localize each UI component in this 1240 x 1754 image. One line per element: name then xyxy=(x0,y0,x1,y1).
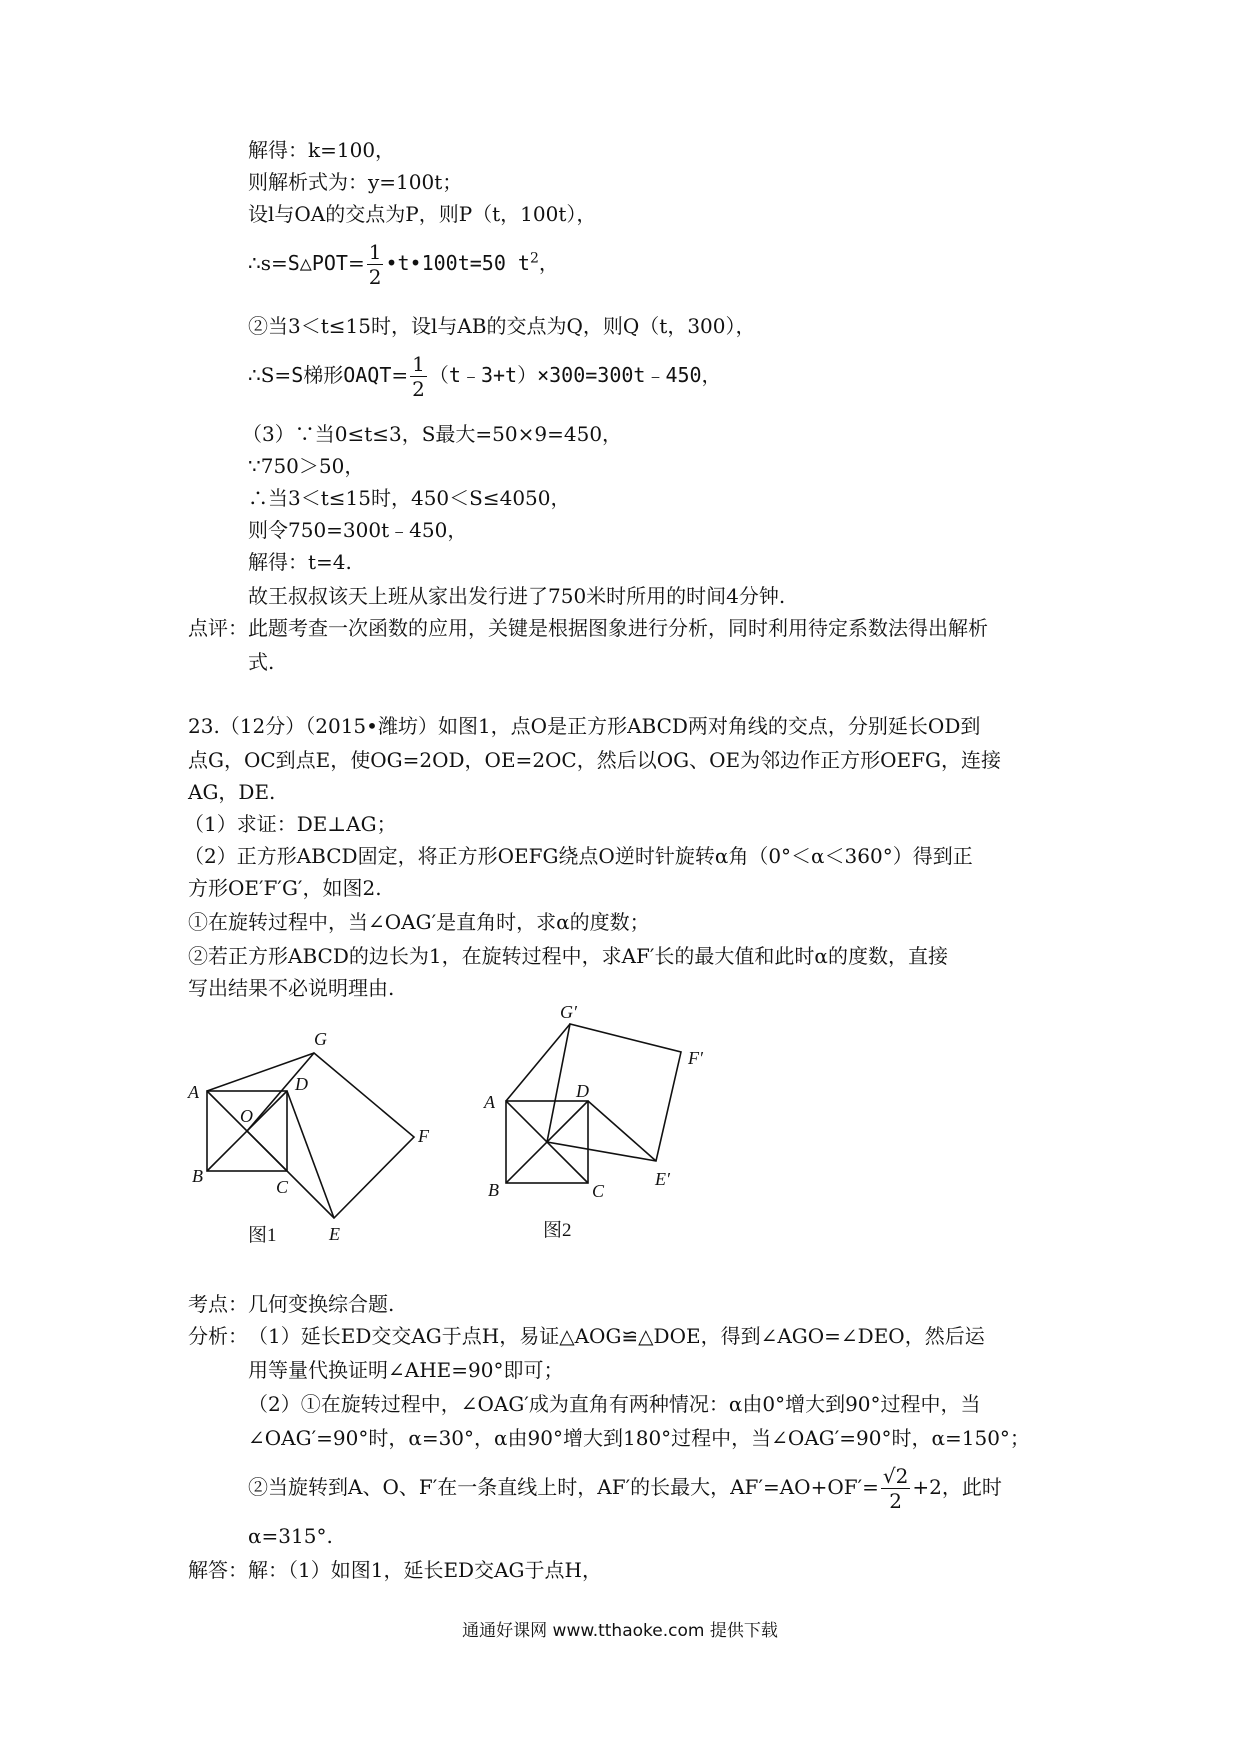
label-d-2: D xyxy=(576,1081,589,1101)
label-d: D xyxy=(295,1074,308,1094)
answer-text: 解：（1）如图1，延长ED交AG于点H， xyxy=(248,1558,602,1582)
area-formula-line: ∴s=S△POT= $\frac{1}{2}$ •t•100t=50 $t^2$， xyxy=(248,240,559,289)
question-text: （1）求证：DE⊥AG； xyxy=(184,812,397,836)
question-text: 23.（12分）（2015•潍坊）如图1，点O是正方形ABCD两对角线的交点，分别延长OD到 xyxy=(188,714,981,738)
kaodian-line: 考点：几何变换综合题. xyxy=(188,1292,395,1316)
label-a: A xyxy=(188,1082,199,1102)
question-text: AG，DE. xyxy=(188,780,276,804)
label-a-2: A xyxy=(484,1092,495,1112)
solution-line: 则解析式为：y=100t； xyxy=(248,170,463,194)
analysis-text: （2）①在旋转过程中，∠OAG′成为直角有两种情况：α由0°增大到90°过程中，当 xyxy=(248,1392,981,1416)
fraction-half: $\frac{1}{2}$ xyxy=(368,240,382,289)
question-text: 方形OE′F′G′，如图2. xyxy=(188,876,382,900)
label-b: B xyxy=(192,1166,203,1186)
label-g-prime: G′ xyxy=(560,1002,577,1022)
square-oefg xyxy=(247,1053,414,1218)
solution-line: 解得：t=4. xyxy=(248,550,352,574)
solution-line: ∵750＞50， xyxy=(248,454,365,478)
page-footer: 通通好课网 www.tthaoke.com 提供下载 xyxy=(462,1621,778,1641)
question-text: 点G，OC到点E，使OG=2OD，OE=2OC，然后以OG、OE为邻边作正方形OEFG，连接 xyxy=(188,748,1001,772)
trapezoid-formula-line: ∴S=S梯形OAQT= $\frac{1}{2}$ （t﹣3+t）×300=300t﹣450， xyxy=(248,352,722,401)
solution-line: （3）∵当0≤t≤3，S最大=50×9=450， xyxy=(242,422,623,446)
figure-1-caption: 图1 xyxy=(248,1225,277,1246)
analysis-max-line: ②当旋转到A、O、F′在一条直线上时，AF′的长最大，AF′=AO+OF′= $\frac{√2}{2}$ +2，此时 xyxy=(248,1464,1002,1513)
question-text: （2）正方形ABCD固定，将正方形OEFG绕点O逆时针旋转α角（0°＜α＜360°）得到正 xyxy=(184,844,973,868)
analysis-label: 分析： xyxy=(188,1324,248,1348)
question-text: ②若正方形ABCD的边长为1，在旋转过程中，求AF′长的最大值和此时α的度数，直接 xyxy=(188,944,948,968)
segment-de-prime xyxy=(588,1101,656,1161)
square-oefg-rotated xyxy=(547,1024,681,1161)
label-c-2: C xyxy=(592,1181,605,1201)
solution-line: ②当3＜t≤15时，设l与AB的交点为Q，则Q（t，300）， xyxy=(248,314,756,338)
question-text: ①在旋转过程中，当∠OAG′是直角时，求α的度数； xyxy=(188,910,650,934)
label-f: F xyxy=(418,1126,429,1146)
label-f-prime: F′ xyxy=(688,1048,703,1068)
solution-line: ∴当3＜t≤15时，450＜S≤4050， xyxy=(248,486,571,510)
comment-label: 点评： xyxy=(188,616,248,640)
label-b-2: B xyxy=(488,1180,499,1200)
solution-line: 设l与OA的交点为P，则P（t，100t）， xyxy=(248,202,597,226)
fraction-half: $\frac{1}{2}$ xyxy=(412,352,425,401)
segment-de xyxy=(287,1091,334,1218)
figure-1 xyxy=(207,1053,414,1218)
label-c: C xyxy=(276,1177,289,1197)
figure-2 xyxy=(506,1024,681,1183)
label-g: G xyxy=(314,1029,327,1049)
figure-2-caption: 图2 xyxy=(543,1220,572,1241)
question-text: 写出结果不必说明理由. xyxy=(188,976,395,1000)
label-o: O xyxy=(240,1106,253,1126)
solution-line: 则令750=300t﹣450， xyxy=(248,518,468,542)
comment-text: 此题考查一次函数的应用，关键是根据图象进行分析，同时利用待定系数法得出解析 xyxy=(248,616,988,640)
answer-label: 解答： xyxy=(188,1558,248,1582)
label-e: E xyxy=(329,1224,340,1244)
figure-2-labels xyxy=(483,1002,704,1241)
label-e-prime: E′ xyxy=(655,1169,670,1189)
analysis-text: ∠OAG′=90°时，α=30°，α由90°增大到180°过程中，当∠OAG′=90°时，α=150°； xyxy=(248,1426,1030,1450)
comment-text: 式. xyxy=(248,650,275,674)
solution-line: 解得：k=100， xyxy=(248,138,396,162)
fraction-sqrt2-over-2: $\frac{√2}{2}$ xyxy=(882,1464,909,1513)
segment-ag-prime xyxy=(506,1024,570,1101)
analysis-text: α=315°. xyxy=(248,1524,333,1548)
figure-1-labels xyxy=(187,1029,430,1246)
solution-conclusion: 故王叔叔该天上班从家出发行进了750米时所用的时间4分钟. xyxy=(248,584,786,608)
analysis-text: 用等量代换证明∠AHE=90°即可； xyxy=(248,1358,564,1382)
analysis-text: （1）延长ED交交AG于点H，易证△AOG≌△DOE，得到∠AGO=∠DEO，然后运 xyxy=(248,1324,985,1348)
